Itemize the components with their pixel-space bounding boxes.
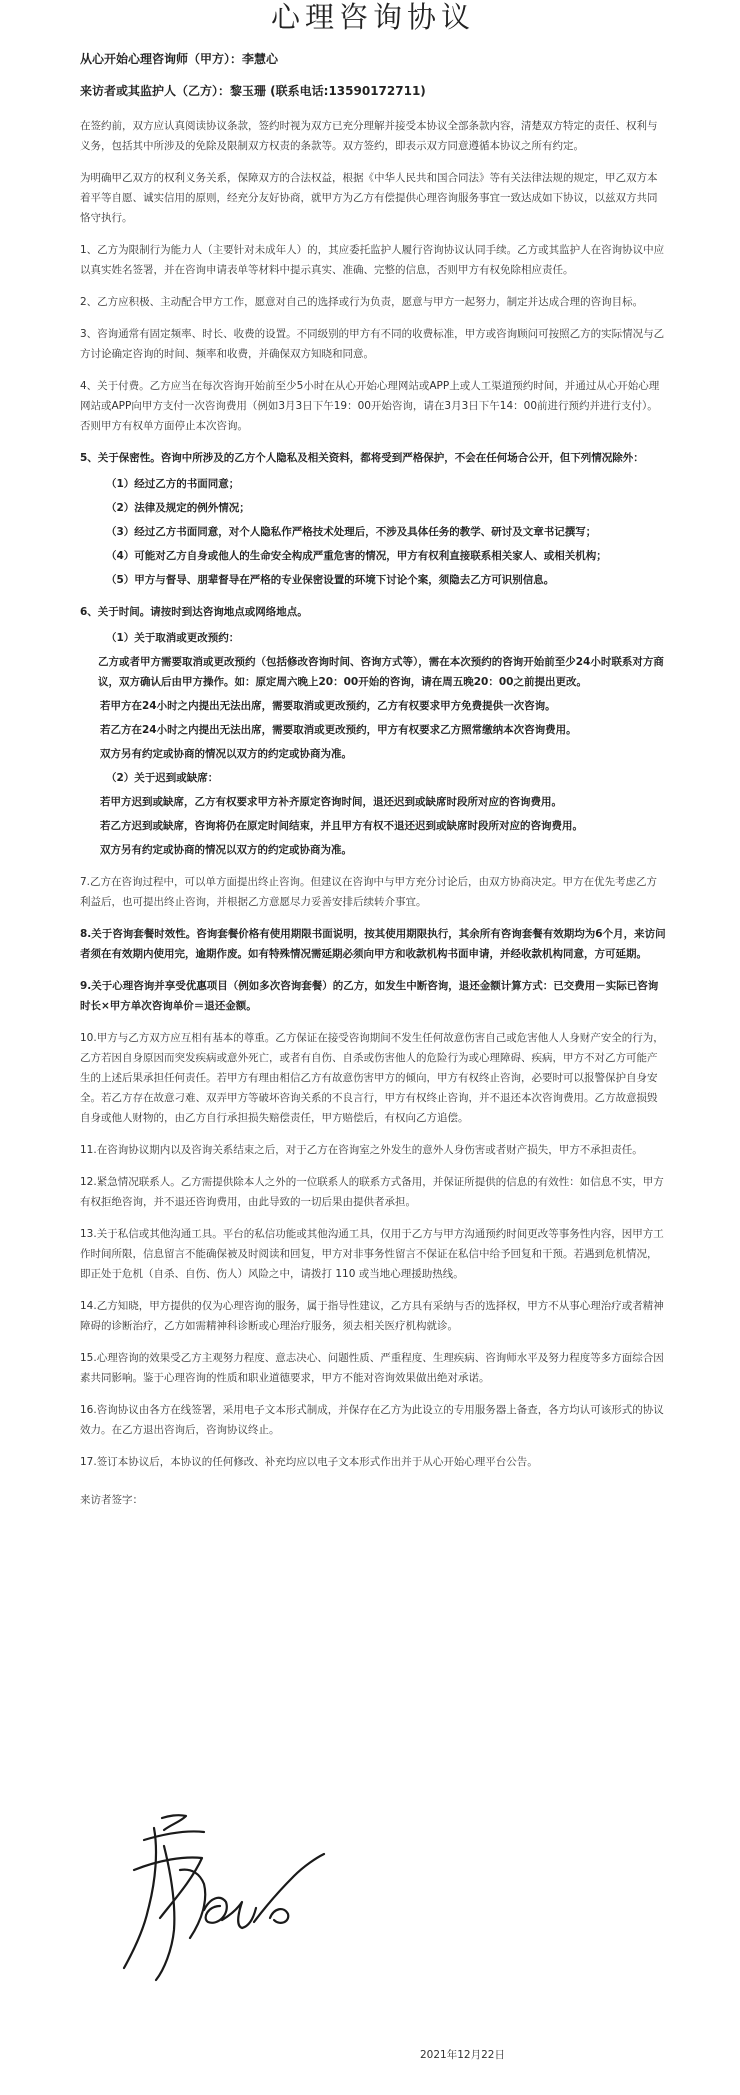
clause-11: 11.在咨询协议期内以及咨询关系结束之后，对于乙方在咨询室之外发生的意外人身伤害或者财产损失，甲方不承担责任。 — [80, 1144, 643, 1156]
clause-14: 14.乙方知晓，甲方提供的仅为心理咨询的服务，属于指导性建议，乙方具有采纳与否的选择权，甲方不从事心理治疗或者精神障碍的诊断治疗，乙方如需精神科诊断或心理治疗服务，须去相关医疗机构就诊。 — [80, 1300, 664, 1332]
clause-1: 1、乙方为限制行为能力人（主要针对未成年人）的，其应委托监护人履行咨询协议认同手续。乙方或其监护人在咨询协议中应以真实姓名签署，并在咨询申请表单等材料中提示真实、准确、完整的信息，否则甲方有权免除相应责任。 — [80, 244, 665, 276]
clause-6-text: 6、关于时间。请按时到达咨询地点或网络地点。 — [80, 606, 308, 618]
clause-6-sub-2: （2）关于迟到或缺席： — [106, 772, 219, 784]
clause-5-text: 5、关于保密性。咨询中所涉及的乙方个人隐私及相关资料，都将受到严格保护，不会在任何场合公开，但下列情况除外： — [80, 452, 644, 464]
clause-10: 10.甲方与乙方双方应互相有基本的尊重。乙方保证在接受咨询期间不发生任何故意伤害自己或危害他人人身财产安全的行为，乙方若因自身原因而突发疾病或意外死亡，或者有自伤、自杀或伤害他人的危险行为或心理障碍、疾病，甲方不对乙方可能产生的上述后果承担任何责任。若甲方有理由相信乙方有故意伤害甲方的倾向，甲方有权终止咨询，必要时可以报警保护自身安全。若乙方存在故意刁难、双弄甲方等破坏咨询关系的不良言行，甲方有权终止咨询，并不退还本次咨询费用。乙方故意损毁自身或他人财物的，由乙方自行承担损失赔偿责任，甲方赔偿后，有权向乙方追偿。 — [80, 1032, 664, 1124]
clause-12: 12.紧急情况联系人。乙方需提供除本人之外的一位联系人的联系方式备用，并保证所提供的信息的有效性：如信息不实，甲方有权拒绝咨询，并不退还咨询费用，由此导致的一切后果由提供者承担。 — [80, 1176, 664, 1208]
list-item: 若乙方在24小时之内提出无法出席，需要取消或更改预约，甲方有权要求乙方照常缴纳本次咨询费用。 — [100, 724, 577, 736]
clause-9: 9.关于心理咨询并享受优惠项目（例如多次咨询套餐）的乙方，如发生中断咨询，退还金额计算方式：已交费用－实际已咨询时长×甲方单次咨询单价＝退还金额。 — [80, 980, 659, 1012]
list-item: （4）可能对乙方自身或他人的生命安全构成严重危害的情况，甲方有权利直接联系相关家人、或相关机构； — [106, 550, 607, 562]
list-item: 若甲方在24小时之内提出无法出席，需要取消或更改预约，乙方有权要求甲方免费提供一次咨询。 — [100, 700, 556, 712]
list-item: （2）法律及规定的例外情况； — [106, 502, 250, 514]
clause-7: 7.乙方在咨询过程中，可以单方面提出终止咨询。但建议在咨询中与甲方充分讨论后，由双方协商决定。甲方在优先考虑乙方利益后，也可提出终止咨询，并根据乙方意愿尽力妥善安排后续转介事宜。 — [80, 876, 658, 908]
clause-13: 13.关于私信或其他沟通工具。平台的私信功能或其他沟通工具，仅用于乙方与甲方沟通预约时间更改等事务性内容，因甲方工作时间所限，信息留言不能确保被及时阅读和回复，甲方对非事务性留言不保证在私信中给予回复和干预。若遇到危机情况，即正处于危机（自杀、自伤、伤人）风险之中，请拨打 110 或当地心理援助热线。 — [80, 1228, 664, 1280]
list-item: 若乙方迟到或缺席，咨询将仍在原定时间结束，并且甲方有权不退还迟到或缺席时段所对应的咨询费用。 — [100, 820, 583, 832]
clause-4: 4、关于付费。乙方应当在每次咨询开始前至少5小时在从心开始心理网站或APP上或人工渠道预约时间，并通过从心开始心理网站或APP向甲方支付一次咨询费用（例如3月3日下午19：00开始咨询，请在3月3日下午14：00前进行预约并进行支付）。否则甲方有权单方面停止本次咨询。 — [80, 380, 660, 432]
intro-paragraph-1: 在签约前，双方应认真阅读协议条款，签约时视为双方已充分理解并接受本协议全部条款内容，清楚双方特定的责任、权利与义务，包括其中所涉及的免除及限制双方权责的条款等。双方签约，即表示双方同意遵循本协议之所有约定。 — [80, 120, 658, 152]
signature-date: 2021年12月22日 — [420, 2049, 505, 2061]
list-item: 双方另有约定或协商的情况以双方的约定或协商为准。 — [100, 748, 352, 760]
clause-16: 16.咨询协议由各方在线签署，采用电子文本形式制成，并保存在乙方为此设立的专用服务器上备查，各方均认可该形式的协议效力。在乙方退出咨询后，咨询协议终止。 — [80, 1404, 664, 1436]
intro-paragraph-2: 为明确甲乙双方的权利义务关系，保障双方的合法权益，根据《中华人民共和国合同法》等有关法律法规的规定，甲乙双方本着平等自愿、诚实信用的原则，经充分友好协商，就甲方为乙方有偿提供心理咨询服务事宜一致达成如下协议，以兹双方共同恪守执行。 — [80, 172, 658, 224]
clause-3: 3、咨询通常有固定频率、时长、收费的设置。不同级别的甲方有不同的收费标准，甲方或咨询顾问可按照乙方的实际情况与乙方讨论确定咨询的时间、频率和收费，并确保双方知晓和同意。 — [80, 328, 665, 360]
clause-6 — [80, 602, 666, 860]
clause-6-sub-1: （1）关于取消或更改预约： — [106, 632, 240, 644]
clause-8: 8.关于咨询套餐时效性。咨询套餐价格有使用期限书面说明，按其使用期限执行，其余所有咨询套餐有效期均为6个月，来访问者须在有效期内使用完，逾期作废。如有特殊情况需延期必须向甲方和收款机构书面申请，并经收款机构同意，方可延期。 — [80, 928, 666, 960]
signature-label: 来访者签字： — [80, 1494, 143, 1506]
page-title: 心理咨询协议 — [270, 0, 475, 34]
list-item: 若甲方迟到或缺席，乙方有权要求甲方补齐原定咨询时间，退还迟到或缺席时段所对应的咨询费用。 — [100, 796, 562, 808]
clause-2: 2、乙方应积极、主动配合甲方工作，愿意对自己的选择或行为负责，愿意与甲方一起努力，制定并达成合理的咨询目标。 — [80, 296, 644, 308]
party-a: 从心开始心理咨询师（甲方）：李慧心 — [80, 52, 279, 66]
handwritten-signature — [104, 1810, 334, 1985]
clause-15: 15.心理咨询的效果受乙方主观努力程度、意志决心、问题性质、严重程度、生理疾病、咨询师水平及努力程度等多方面综合因素共同影响。鉴于心理咨询的性质和职业道德要求，甲方不能对咨询效果做出绝对承诺。 — [80, 1352, 664, 1384]
clause-5 — [80, 448, 666, 590]
list-item: （3）经过乙方书面同意，对个人隐私作严格技术处理后，不涉及具体任务的教学、研讨及文章书记撰写； — [106, 526, 597, 538]
clause-17: 17.签订本协议后，本协议的任何修改、补充均应以电子文本形式作出并于从心开始心理平台公告。 — [80, 1456, 538, 1468]
list-item: 双方另有约定或协商的情况以双方的约定或协商为准。 — [100, 844, 352, 856]
party-b: 来访者或其监护人（乙方）：黎玉珊 (联系电话:13590172711) — [80, 84, 426, 98]
list-item: （5）甲方与督导、朋辈督导在严格的专业保密设置的环境下讨论个案，须隐去乙方可识别信息。 — [106, 574, 555, 586]
list-item: （1）经过乙方的书面同意； — [106, 478, 240, 490]
list-item: 乙方或者甲方需要取消或更改预约（包括修改咨询时间、咨询方式等），需在本次预约的咨询开始前至少24小时联系对方商议，双方确认后由甲方操作。如：原定周六晚上20：00开始的咨询，请在周五晚20：00之前提出更改。 — [98, 656, 664, 688]
